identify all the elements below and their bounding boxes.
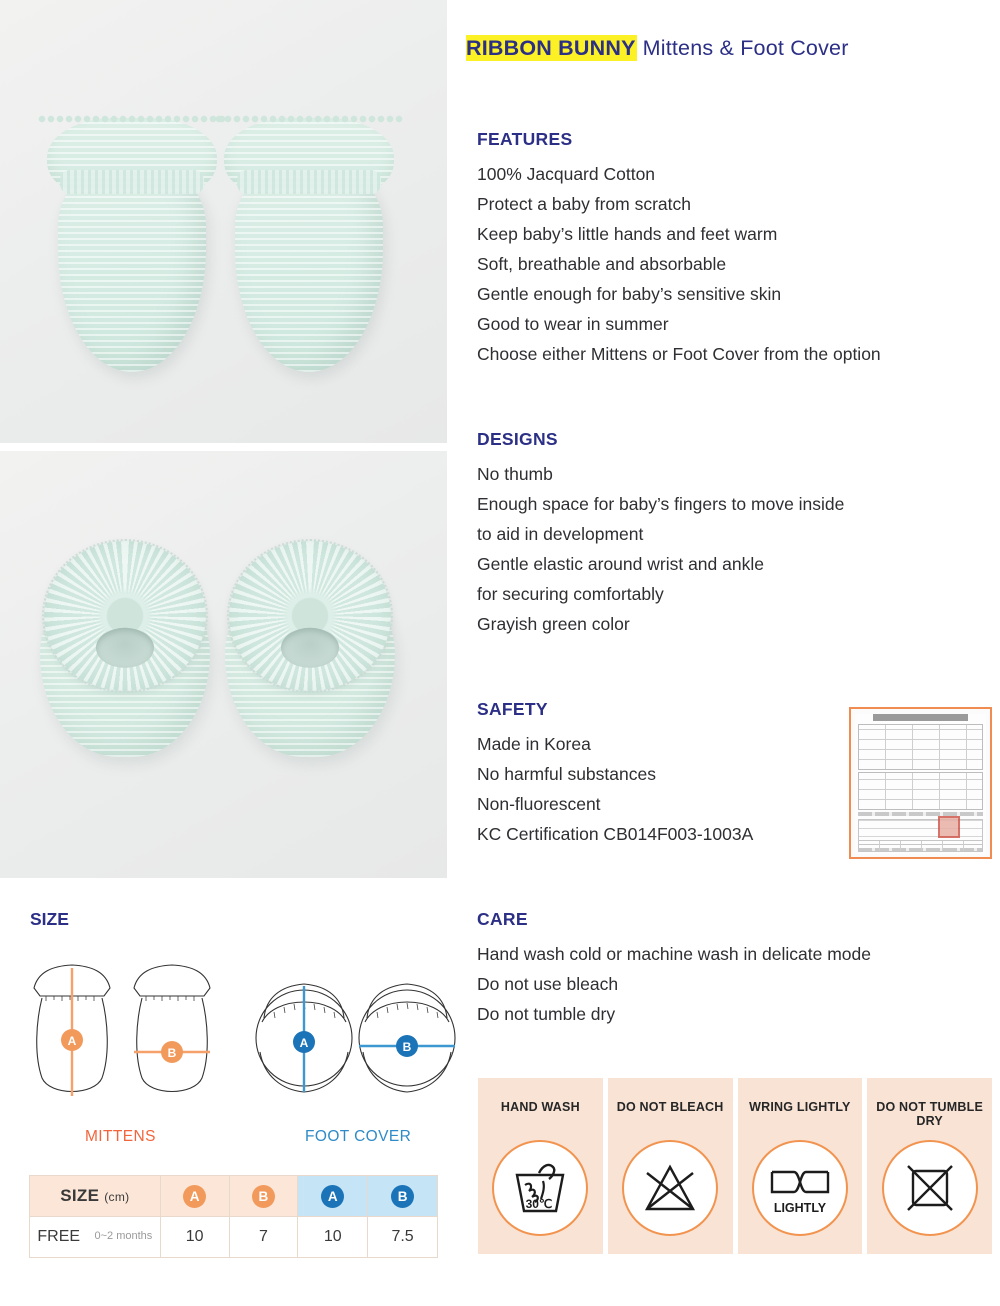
features-line-3: Soft, breathable and absorbable — [477, 254, 727, 274]
care-card-title-wring-lightly: WRING LIGHTLY — [749, 1100, 851, 1114]
wring-lightly-icon — [752, 1140, 848, 1236]
designs-line-1: Enough space for baby’s fingers to move inside — [477, 494, 845, 514]
svg-text:A: A — [67, 1034, 77, 1048]
do-not-bleach-icon — [622, 1140, 718, 1236]
size-label-text: SIZE — [60, 1186, 100, 1205]
size-row-foot-b: 7.5 — [368, 1217, 438, 1258]
features-heading: FEATURES — [477, 129, 573, 149]
size-row-mitten-a: 10 — [160, 1217, 229, 1258]
care-card-title-do-not-bleach: DO NOT BLEACH — [616, 1100, 724, 1114]
size-table-header-mitten-a — [160, 1176, 229, 1217]
features-line-5: Good to wear in summer — [477, 314, 669, 334]
designs-line-0: No thumb — [477, 464, 553, 484]
care-line-1: Do not use bleach — [477, 974, 619, 994]
features-line-2: Keep baby’s little hands and feet warm — [477, 224, 778, 244]
size-table — [29, 1175, 438, 1258]
care-card-wring-lightly — [738, 1078, 863, 1254]
svg-text:A: A — [299, 1036, 309, 1050]
mittens-diagram-label: MITTENS — [85, 1128, 156, 1145]
size-table-row — [30, 1217, 438, 1258]
foot-cover-right-illustration — [225, 541, 395, 761]
size-table-header-foot-b — [368, 1176, 438, 1217]
features-line-6: Choose either Mittens or Foot Cover from the option — [477, 344, 881, 364]
foot-cover-diagram-label: FOOT COVER — [305, 1128, 412, 1145]
designs-line-3: Gentle elastic around wrist and ankle — [477, 554, 764, 574]
size-row-foot-a: 10 — [298, 1217, 368, 1258]
foot-cover-left-illustration — [40, 541, 210, 761]
size-table-header-row — [30, 1176, 438, 1217]
size-row-mitten-b: 7 — [229, 1217, 298, 1258]
safety-section — [477, 699, 857, 849]
safety-line-2: Non-fluorescent — [477, 794, 601, 814]
safety-line-0: Made in Korea — [477, 734, 591, 754]
care-card-do-not-tumble-dry — [867, 1078, 992, 1254]
kc-certificate-image — [849, 707, 992, 859]
mitten-left-illustration — [58, 118, 206, 368]
size-unit-text: (cm) — [104, 1190, 130, 1204]
product-photo-mittens — [0, 0, 447, 443]
size-heading: SIZE — [30, 909, 69, 929]
features-line-1: Protect a baby from scratch — [477, 194, 691, 214]
features-line-4: Gentle enough for baby’s sensitive skin — [477, 284, 782, 304]
svg-text:B: B — [402, 1040, 412, 1054]
size-table-header-foot-a — [298, 1176, 368, 1217]
size-table-header-mitten-b — [229, 1176, 298, 1217]
care-line-0: Hand wash cold or machine wash in delicate mode — [477, 944, 871, 964]
hand-wash-icon — [492, 1140, 588, 1236]
svg-text:30℃: 30℃ — [525, 1197, 553, 1211]
safety-line-3: KC Certification CB014F003-1003A — [477, 824, 754, 844]
badge-foot-b: B — [391, 1185, 414, 1208]
brand-name: RIBBON BUNNY — [466, 36, 636, 60]
product-photo-foot-cover — [0, 451, 447, 878]
care-line-2: Do not tumble dry — [477, 1004, 616, 1024]
badge-foot-a: A — [321, 1185, 344, 1208]
size-row-label — [30, 1217, 161, 1258]
certificate-seal-stamp — [938, 816, 960, 838]
svg-text:LIGHTLY: LIGHTLY — [773, 1201, 827, 1215]
care-section — [477, 909, 987, 1029]
mitten-right-illustration — [235, 118, 383, 368]
size-diagram — [22, 960, 462, 1120]
care-card-do-not-bleach — [608, 1078, 733, 1254]
care-card-title-hand-wash: HAND WASH — [500, 1100, 580, 1114]
badge-mitten-a: A — [183, 1185, 206, 1208]
designs-section — [477, 429, 987, 639]
product-name: Mittens & Foot Cover — [642, 36, 849, 60]
safety-heading: SAFETY — [477, 699, 548, 719]
size-row-age: 0~2 months — [94, 1230, 153, 1243]
do-not-tumble-dry-icon — [882, 1140, 978, 1236]
features-line-0: 100% Jacquard Cotton — [477, 164, 656, 184]
size-row-size: FREE — [37, 1228, 81, 1245]
designs-line-4: for securing comfortably — [477, 584, 664, 604]
designs-line-5: Grayish green color — [477, 614, 630, 634]
page-title — [466, 36, 986, 70]
care-card-title-do-not-tumble-dry: DO NOT TUMBLE DRY — [876, 1100, 983, 1128]
care-icon-cards — [478, 1078, 992, 1254]
care-heading: CARE — [477, 909, 528, 929]
designs-heading: DESIGNS — [477, 429, 558, 449]
size-table-header-label — [30, 1176, 161, 1217]
features-section — [477, 129, 987, 369]
size-section — [30, 909, 69, 930]
designs-line-2: to aid in development — [477, 524, 644, 544]
svg-text:B: B — [167, 1046, 177, 1060]
badge-mitten-b: B — [252, 1185, 275, 1208]
care-card-hand-wash — [478, 1078, 603, 1254]
size-diagram-svg — [22, 960, 462, 1120]
safety-line-1: No harmful substances — [477, 764, 656, 784]
